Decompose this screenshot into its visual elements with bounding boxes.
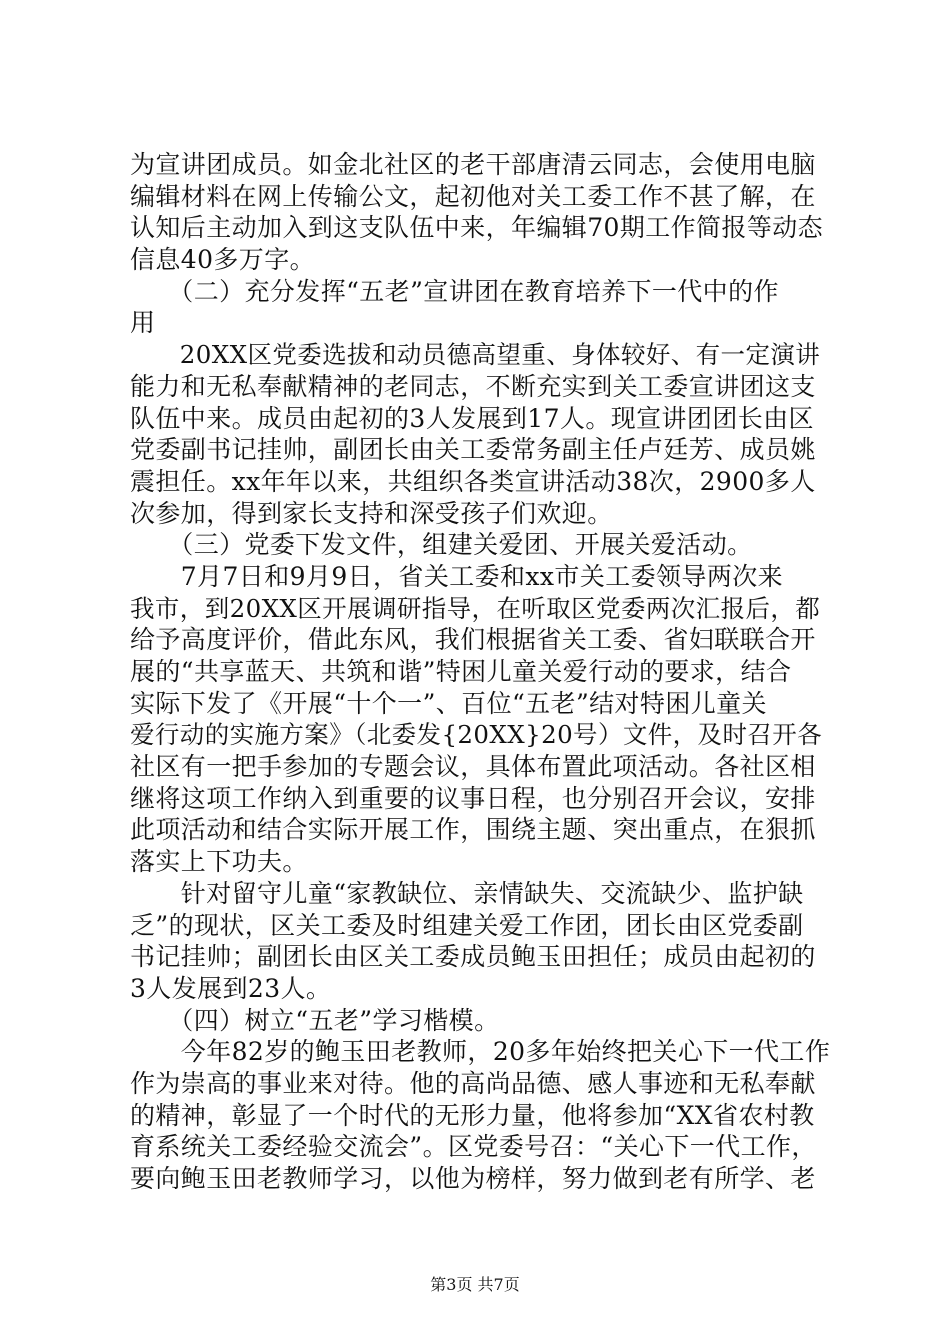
- text-line: 7月7日和9月9日，省关工委和xx市关工委领导两次来: [130, 561, 784, 591]
- text-line: 此项活动和结合实际开展工作，围绕主题、突出重点，在狠抓: [130, 815, 816, 845]
- text-line: 继将这项工作纳入到重要的议事日程，也分别召开会议，安排: [130, 783, 816, 813]
- text-line: 落实上下功夫。: [130, 847, 308, 877]
- text-line: 实际下发了《开展“十个一”、百位“五老”结对特困儿童关: [130, 688, 767, 718]
- text-line: （三）党委下发文件，组建关爱团、开展关爱活动。: [130, 530, 753, 560]
- text-line: 为宣讲团成员。如金北社区的老干部唐清云同志，会使用电脑: [130, 150, 816, 179]
- text-line: 书记挂帅；副团长由区关工委成员鲍玉田担任；成员由起初的: [130, 942, 816, 972]
- text-line: 作为崇高的事业来对待。他的高尚品德、感人事迹和无私奉献: [130, 1068, 816, 1098]
- text-line: 爱行动的实施方案》（北委发{20XX}20号）文件，及时召开各: [130, 720, 823, 750]
- text-line: （二）充分发挥“五老”宣讲团在教育培养下一代中的作: [130, 276, 779, 306]
- document-body: [130, 150, 830, 1196]
- text-line: 信息40多万字。: [130, 245, 316, 275]
- text-line: 乏”的现状，区关工委及时组建关爱工作团，团长由区党委副: [130, 910, 804, 940]
- text-line: 认知后主动加入到这支队伍中来，年编辑70期工作简报等动态: [130, 213, 824, 243]
- text-line: 3人发展到23人。: [130, 973, 332, 1003]
- page-footer: 第3页 共7页: [430, 1275, 520, 1294]
- text-line: 展的“共享蓝天、共筑和谐”特困儿童关爱行动的要求，结合: [130, 657, 792, 686]
- text-line: 用: [130, 308, 156, 338]
- text-line: 震担任。xx年年以来，共组织各类宣讲活动38次，2900多人: [130, 466, 816, 496]
- text-line: 社区有一把手参加的专题会议，具体布置此项活动。各社区相: [130, 752, 816, 782]
- text-line: 编辑材料在网上传输公文，起初他对关工委工作不甚了解，在: [130, 181, 816, 211]
- text-line: 次参加，得到家长支持和深受孩子们欢迎。: [130, 498, 613, 528]
- text-line: 针对留守儿童“家教缺位、亲情缺失、交流缺少、监护缺: [130, 878, 804, 908]
- text-line: 能力和无私奉献精神的老同志，不断充实到关工委宣讲团这支: [130, 371, 816, 401]
- text-line: 20XX区党委选拔和动员德高望重、身体较好、有一定演讲: [130, 340, 821, 370]
- text-line: （四）树立“五老”学习楷模。: [130, 1005, 500, 1035]
- text-line: 要向鲍玉田老教师学习，以他为榜样，努力做到老有所学、老: [130, 1164, 816, 1193]
- text-line: 我市，到20XX区开展调研指导，在听取区党委两次汇报后，都: [130, 593, 821, 623]
- text-line: 的精神，彰显了一个时代的无形力量，他将参加“XX省农村教: [130, 1100, 815, 1130]
- text-line: 党委副书记挂帅，副团长由关工委常务副主任卢廷芳、成员姚: [130, 435, 816, 465]
- text-line: 队伍中来。成员由起初的3人发展到17人。现宣讲团团长由区: [130, 403, 814, 433]
- text-line: 给予高度评价，借此东风，我们根据省关工委、省妇联联合开: [130, 625, 816, 655]
- text-line: 今年82岁的鲍玉田老教师，20多年始终把关心下一代工作: [130, 1037, 831, 1067]
- text-line: 育系统关工委经验交流会”。区党委号召：“关心下一代工作，: [130, 1132, 817, 1162]
